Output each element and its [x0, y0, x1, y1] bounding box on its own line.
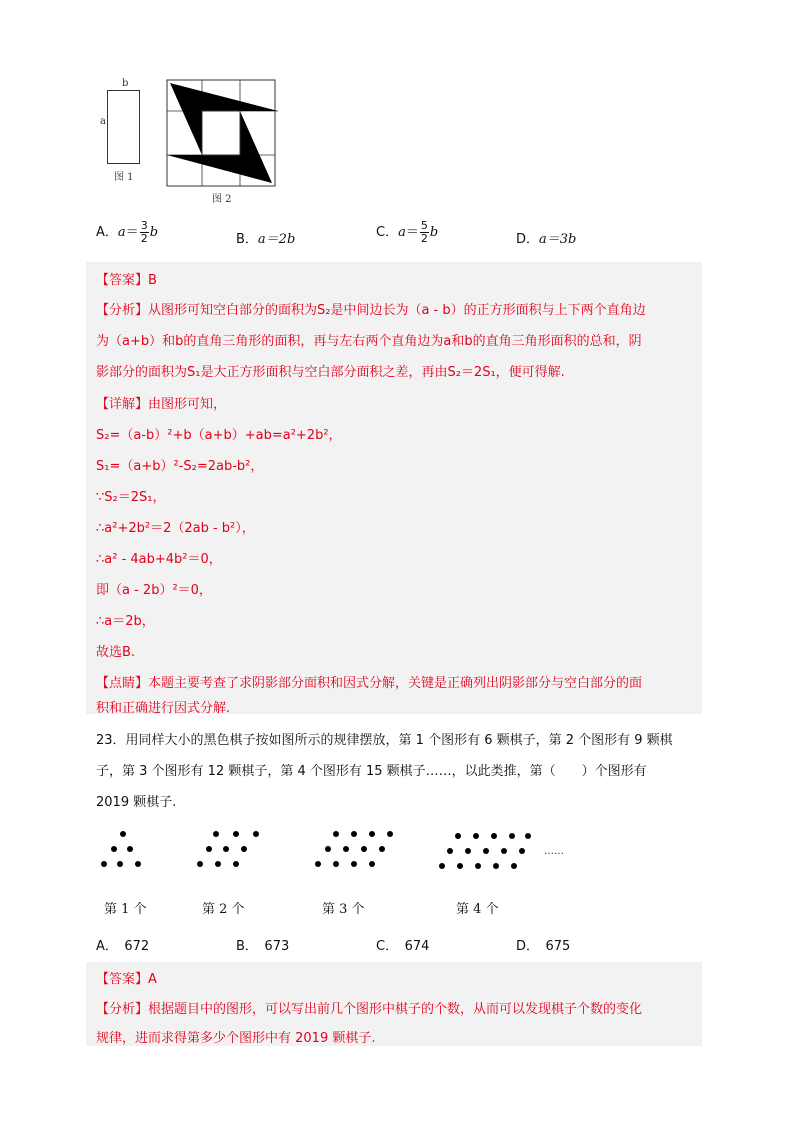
q22-detail-line-5: ∴a²+2b²＝2（2ab - b²）， — [96, 521, 255, 536]
figure-1 — [96, 78, 146, 188]
q23-analysis-line-2: 规律，进而求得第多少个图形中有 2019 颗棋子. — [96, 1031, 376, 1046]
q22-comment-line-2: 积和正确进行因式分解. — [96, 701, 231, 716]
fraction-5-2: $\frac{5}{2}$ — [420, 219, 428, 245]
q22-detail-line-8: ∴a＝2b， — [96, 614, 155, 629]
dot-caption-3: 第 3 个 — [322, 902, 365, 917]
q22-detail-line-9: 故选B. — [96, 645, 136, 660]
dot-caption-2: 第 2 个 — [202, 902, 245, 917]
q23-option-b: B． 673 — [236, 939, 290, 954]
q22-answer: 【答案】B — [96, 273, 157, 288]
q22-analysis-line-3: 影部分的面积为S₁是大正方形面积与空白部分面积之差，再由S₂＝2S₁，便可得解. — [96, 365, 565, 380]
dot-figure-3 — [308, 824, 398, 874]
q22-detail-line-6: ∴a² - 4ab+4b²＝0， — [96, 552, 222, 567]
square-pinwheel-diagram — [166, 78, 282, 188]
dot-figure-4 — [432, 826, 532, 876]
label-b: b — [122, 78, 129, 89]
dot-caption-1: 第 1 个 — [104, 902, 147, 917]
dot-caption-4: 第 4 个 — [456, 902, 499, 917]
q22-comment-line-1: 【点睛】本题主要考查了求阴影部分面积和因式分解，关键是正确列出阴影部分与空白部分的面 — [96, 676, 643, 691]
q22-analysis-line-2: 为（a+b）和b的直角三角形的面积，再与左右两个直角边为a和b的直角三角形面积的总和，阴 — [96, 334, 642, 349]
q22-detail-line-2: S₂=（a-b）²+b（a+b）+ab=a²+2b²， — [96, 428, 342, 443]
option-c: C．a＝ $\frac{5}{2}$ b — [376, 219, 439, 245]
q22-analysis-line-1: 【分析】从图形可知空白部分的面积为S₂是中间边长为（a - b）的正方形面积与上下两个直角边 — [96, 303, 646, 318]
q23-option-a: A． 672 — [96, 939, 150, 954]
option-b: B．a＝2b — [236, 232, 296, 247]
q22-detail-line-3: S₁=（a+b）²-S₂=2ab-b²， — [96, 459, 264, 474]
option-d: D．a＝3b — [516, 232, 577, 247]
q22-detail-line-1: 【详解】由图形可知， — [96, 397, 227, 412]
label-a: a — [100, 116, 106, 127]
dot-figure-2 — [192, 824, 268, 874]
q23-answer: 【答案】A — [96, 972, 157, 987]
dot-ellipsis: …… — [544, 846, 564, 857]
q22-detail-line-4: ∵S₂＝2S₁， — [96, 490, 166, 505]
figure-1-caption: 图 1 — [114, 172, 134, 183]
q23-analysis-line-1: 【分析】根据题目中的图形，可以写出前几个图形中棋子的个数，从而可以发现棋子个数的变化 — [96, 1002, 643, 1017]
q23-stem-line-3: 2019 颗棋子. — [96, 795, 177, 810]
q22-detail-line-7: 即（a - 2b）²＝0， — [96, 583, 212, 598]
q23-stem-line-2: 子，第 3 个图形有 12 颗棋子，第 4 个图形有 15 颗棋子……，以此类推，第（ ）个图形有 — [96, 764, 647, 779]
fraction-3-2: $\frac{3}{2}$ — [140, 219, 148, 245]
option-a: A．a＝ $\frac{3}{2}$ b — [96, 219, 159, 245]
dot-figure-1 — [96, 824, 146, 874]
rectangle-shape — [107, 90, 140, 164]
q23-stem-line-1: 23．用同样大小的黑色棋子按如图所示的规律摆放，第 1 个图形有 6 颗棋子，第 2 个图形有 9 颗棋 — [96, 733, 673, 748]
q23-option-d: D． 675 — [516, 939, 571, 954]
q23-option-c: C． 674 — [376, 939, 430, 954]
figure-2 — [166, 78, 282, 208]
figure-2-caption: 图 2 — [212, 194, 232, 205]
